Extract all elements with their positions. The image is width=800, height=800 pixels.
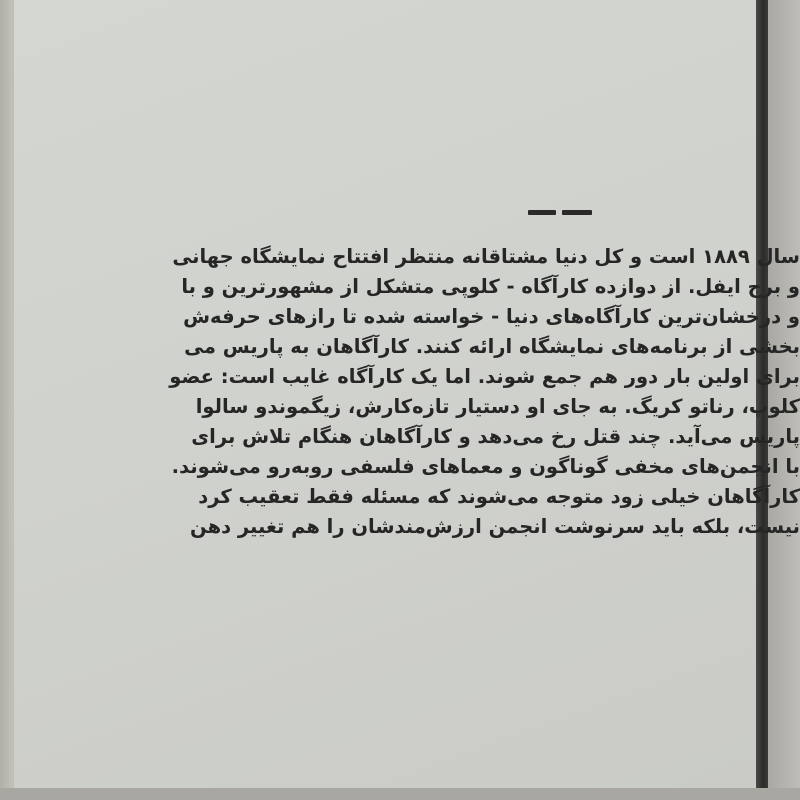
text-line: سال ۱۸۸۹ است و کل دنیا مشتاقانه منتظر افتتاح نمایشگاه جهانی bbox=[172, 245, 800, 268]
text-line: نیست، بلکه باید سرنوشت انجمن ارزش‌مندشان را هم تغییر دهن bbox=[190, 515, 800, 538]
dash-segment bbox=[562, 210, 592, 215]
background-bottom bbox=[0, 788, 800, 800]
text-line: برای اولین بار دور هم جمع شوند. اما یک کارآگاه غایب است: عضو bbox=[169, 365, 800, 388]
text-line: کارآگاهان خیلی زود متوجه می‌شوند که مسئله فقط تعقیب کرد bbox=[198, 485, 800, 508]
text-line: پاریس می‌آید. چند قتل رخ می‌دهد و کارآگاهان هنگام تلاش برای bbox=[191, 425, 800, 448]
text-line: بخشی از برنامه‌های نمایشگاه ارائه کنند. کارآگاهان به پاریس می bbox=[184, 335, 800, 358]
text-line: با انجمن‌های مخفی گوناگون و معماهای فلسفی روبه‌رو می‌شوند. bbox=[171, 455, 800, 478]
book-paragraph bbox=[60, 242, 800, 542]
text-line: و درخشان‌ترین کارآگاه‌های دنیا - خواسته شده تا رازهای حرفه‌ش bbox=[183, 305, 800, 328]
text-line: و برج ایفل. از دوازده کارآگاه - کلوپی متشکل از مشهورترین و با bbox=[181, 275, 800, 298]
text-line: کلوپ، رناتو کریگ. به جای او دستیار تازه‌کارش، زیگموندو سالوا bbox=[195, 395, 800, 418]
dash-segment bbox=[528, 210, 556, 215]
section-dash-ornament bbox=[528, 210, 592, 216]
